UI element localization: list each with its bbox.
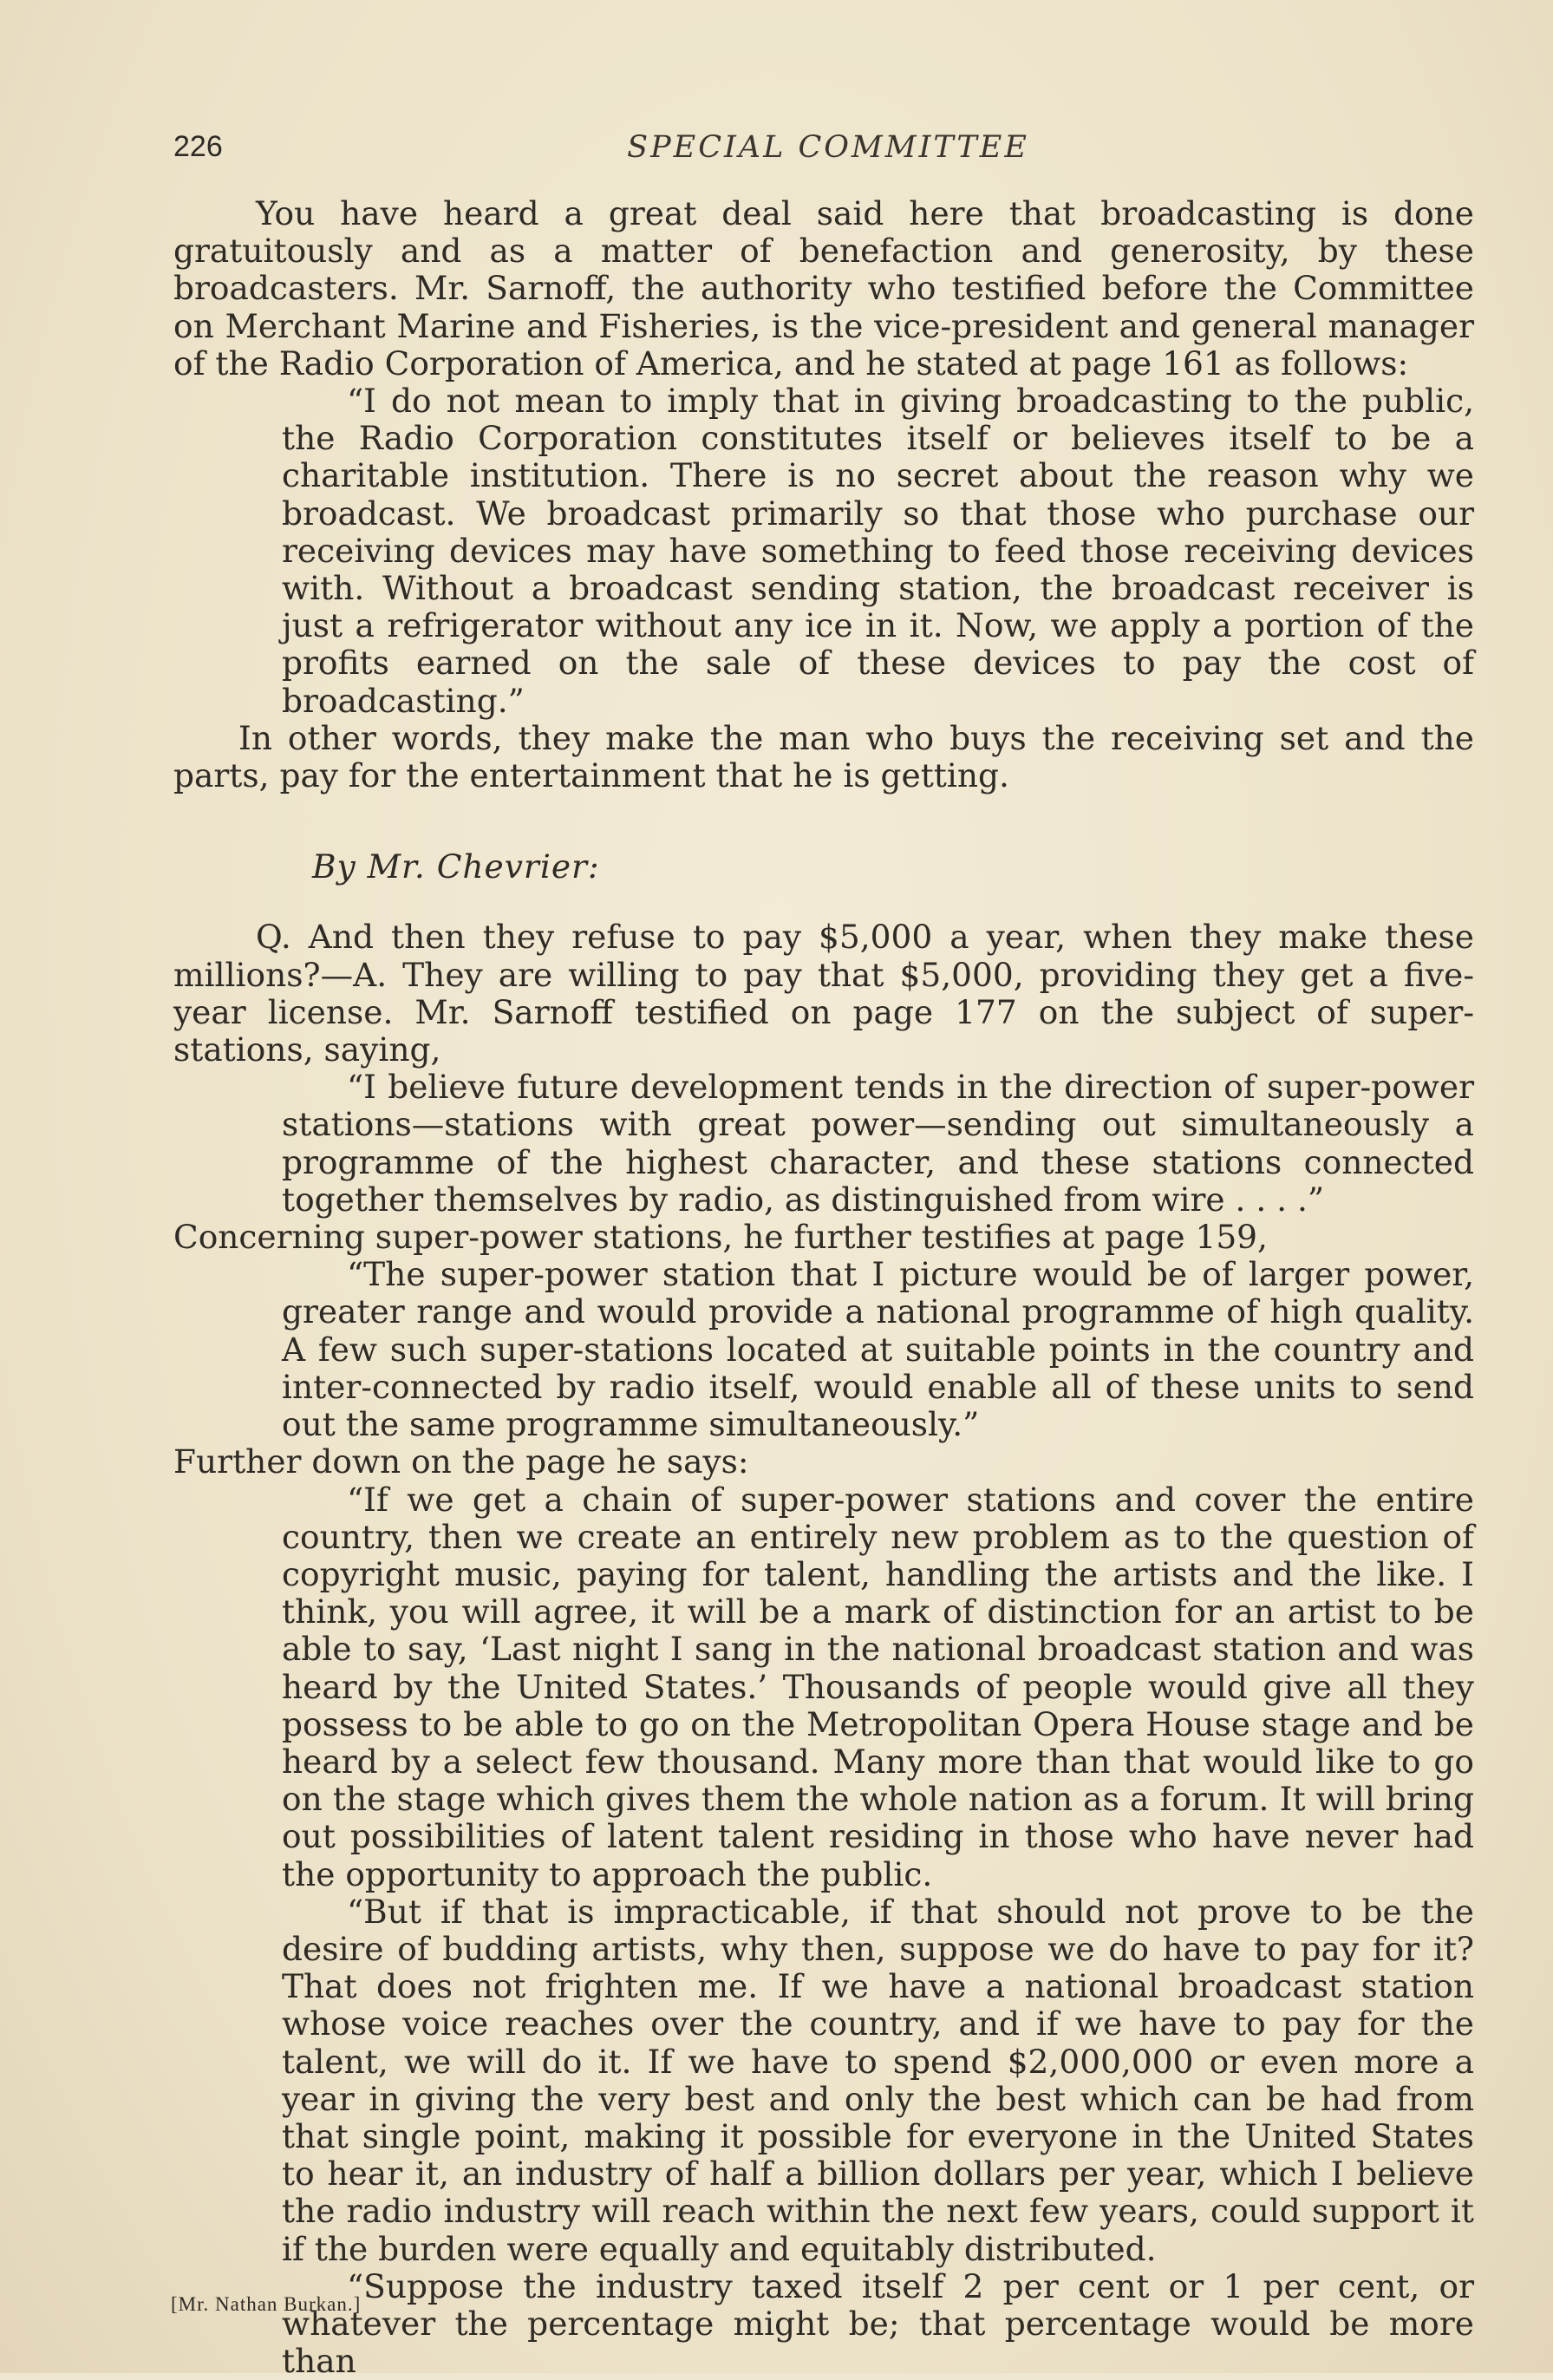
paragraph-in-other-words: In other words, they make the man who buys the receiving set and the parts, pay for the entertainment that he is getting.	[173, 720, 1474, 794]
quote-chain-of-stations	[282, 1481, 1474, 2380]
quote-sarnoff-charity	[282, 382, 1474, 720]
paragraph-concerning-super-power: Concerning super-power stations, he further testifies at page 159,	[173, 1219, 1474, 1256]
running-title: SPECIAL COMMITTEE	[173, 130, 1483, 165]
quote-text: “If we get a chain of super-power stations and cover the entire country, then we create an entirely new problem as to the question of copyright music, paying for talent, handling the artists and the like. I think, you will agree, it will be a mark of distinction for an artist to be able to say, ‘Last night I sang in the national broadcast station and was heard by the United States.’ Thousands of people would give all they possess to be able to go on the Metropolitan Opera House stage and be heard by a select few thousand. Many more than that would like to go on the stage which gives them the whole nation as a forum. It will bring out possibilities of latent talent residing in those who have never had the opportunity to approach the public.	[282, 1481, 1474, 1893]
page-header	[173, 130, 1483, 173]
body-text	[173, 195, 1474, 2380]
paragraph-question-answer: Q. And then they refuse to pay $5,000 a year, when they make these millions?—A. They are willing to pay that $5,000, providing they get a five-year license. Mr. Sarnoff testified on page 177 on the subject of super-stations, saying,	[173, 919, 1474, 1069]
quote-super-power-development	[282, 1069, 1474, 1219]
quote-text: “Suppose the industry taxed itself 2 per cent or 1 per cent, or whatever the percentage might be; that percentage would be more than	[282, 2268, 1474, 2380]
quote-text: “The super-power station that I picture would be of larger power, greater range and would provide a national programme of high quality. A few such super-stations located at suitable points in the country and inter-connected by radio itself, would enable all of these units to send out the same programme simultaneously.”	[282, 1256, 1474, 1443]
paragraph-intro: You have heard a great deal said here that broadcasting is done gratuitously and as a matter of benefaction and generosity, by these broadcasters. Mr. Sarnoff, the authority who testified before the Committee on Merchant Marine and Fisheries, is the vice-president and general manager of the Radio Corporation of America, and he stated at page 161 as follows:	[173, 195, 1474, 382]
quote-text: “I believe future development tends in the direction of super-power stations—stations with great power—sending out simultaneously a programme of the highest character, and these stations connected together themselves by radio, as distinguished from wire . . . .”	[282, 1069, 1474, 1219]
quote-text: “I do not mean to imply that in giving broadcasting to the public, the Radio Corporation constitutes itself or believes itself to be a charitable institution. There is no secret about the reason why we broadcast. We broadcast primarily so that those who purchase our receiving devices may have something to feed those receiving devices with. Without a broadcast sending station, the broadcast receiver is just a refrigerator without any ice in it. Now, we apply a portion of the profits earned on the sale of these devices to pay the cost of broadcasting.”	[282, 382, 1474, 720]
speaker-footer: [Mr. Nathan Burkan.]	[171, 2293, 361, 2316]
page-number: 226	[173, 130, 223, 164]
quote-text: “But if that is impracticable, if that should not prove to be the desire of budding artists, why then, suppose we do have to pay for it? That does not frighten me. If we have a national broadcast station whose voice reaches over the country, and if we have to pay for the talent, we will do it. If we have to spend $2,000,000 or even more a year in giving the very best and only the best which can be had from that single point, making it possible for everyone in the United States to hear it, an industry of half a billion dollars per year, which I believe the radio industry will reach within the next few years, could support it if the burden were equally and equitably distributed.	[282, 1893, 1474, 2268]
paragraph-further-down: Further down on the page he says:	[173, 1443, 1474, 1481]
quote-super-power-station	[282, 1256, 1474, 1443]
examiner-byline: By Mr. Chevrier:	[173, 848, 1474, 886]
